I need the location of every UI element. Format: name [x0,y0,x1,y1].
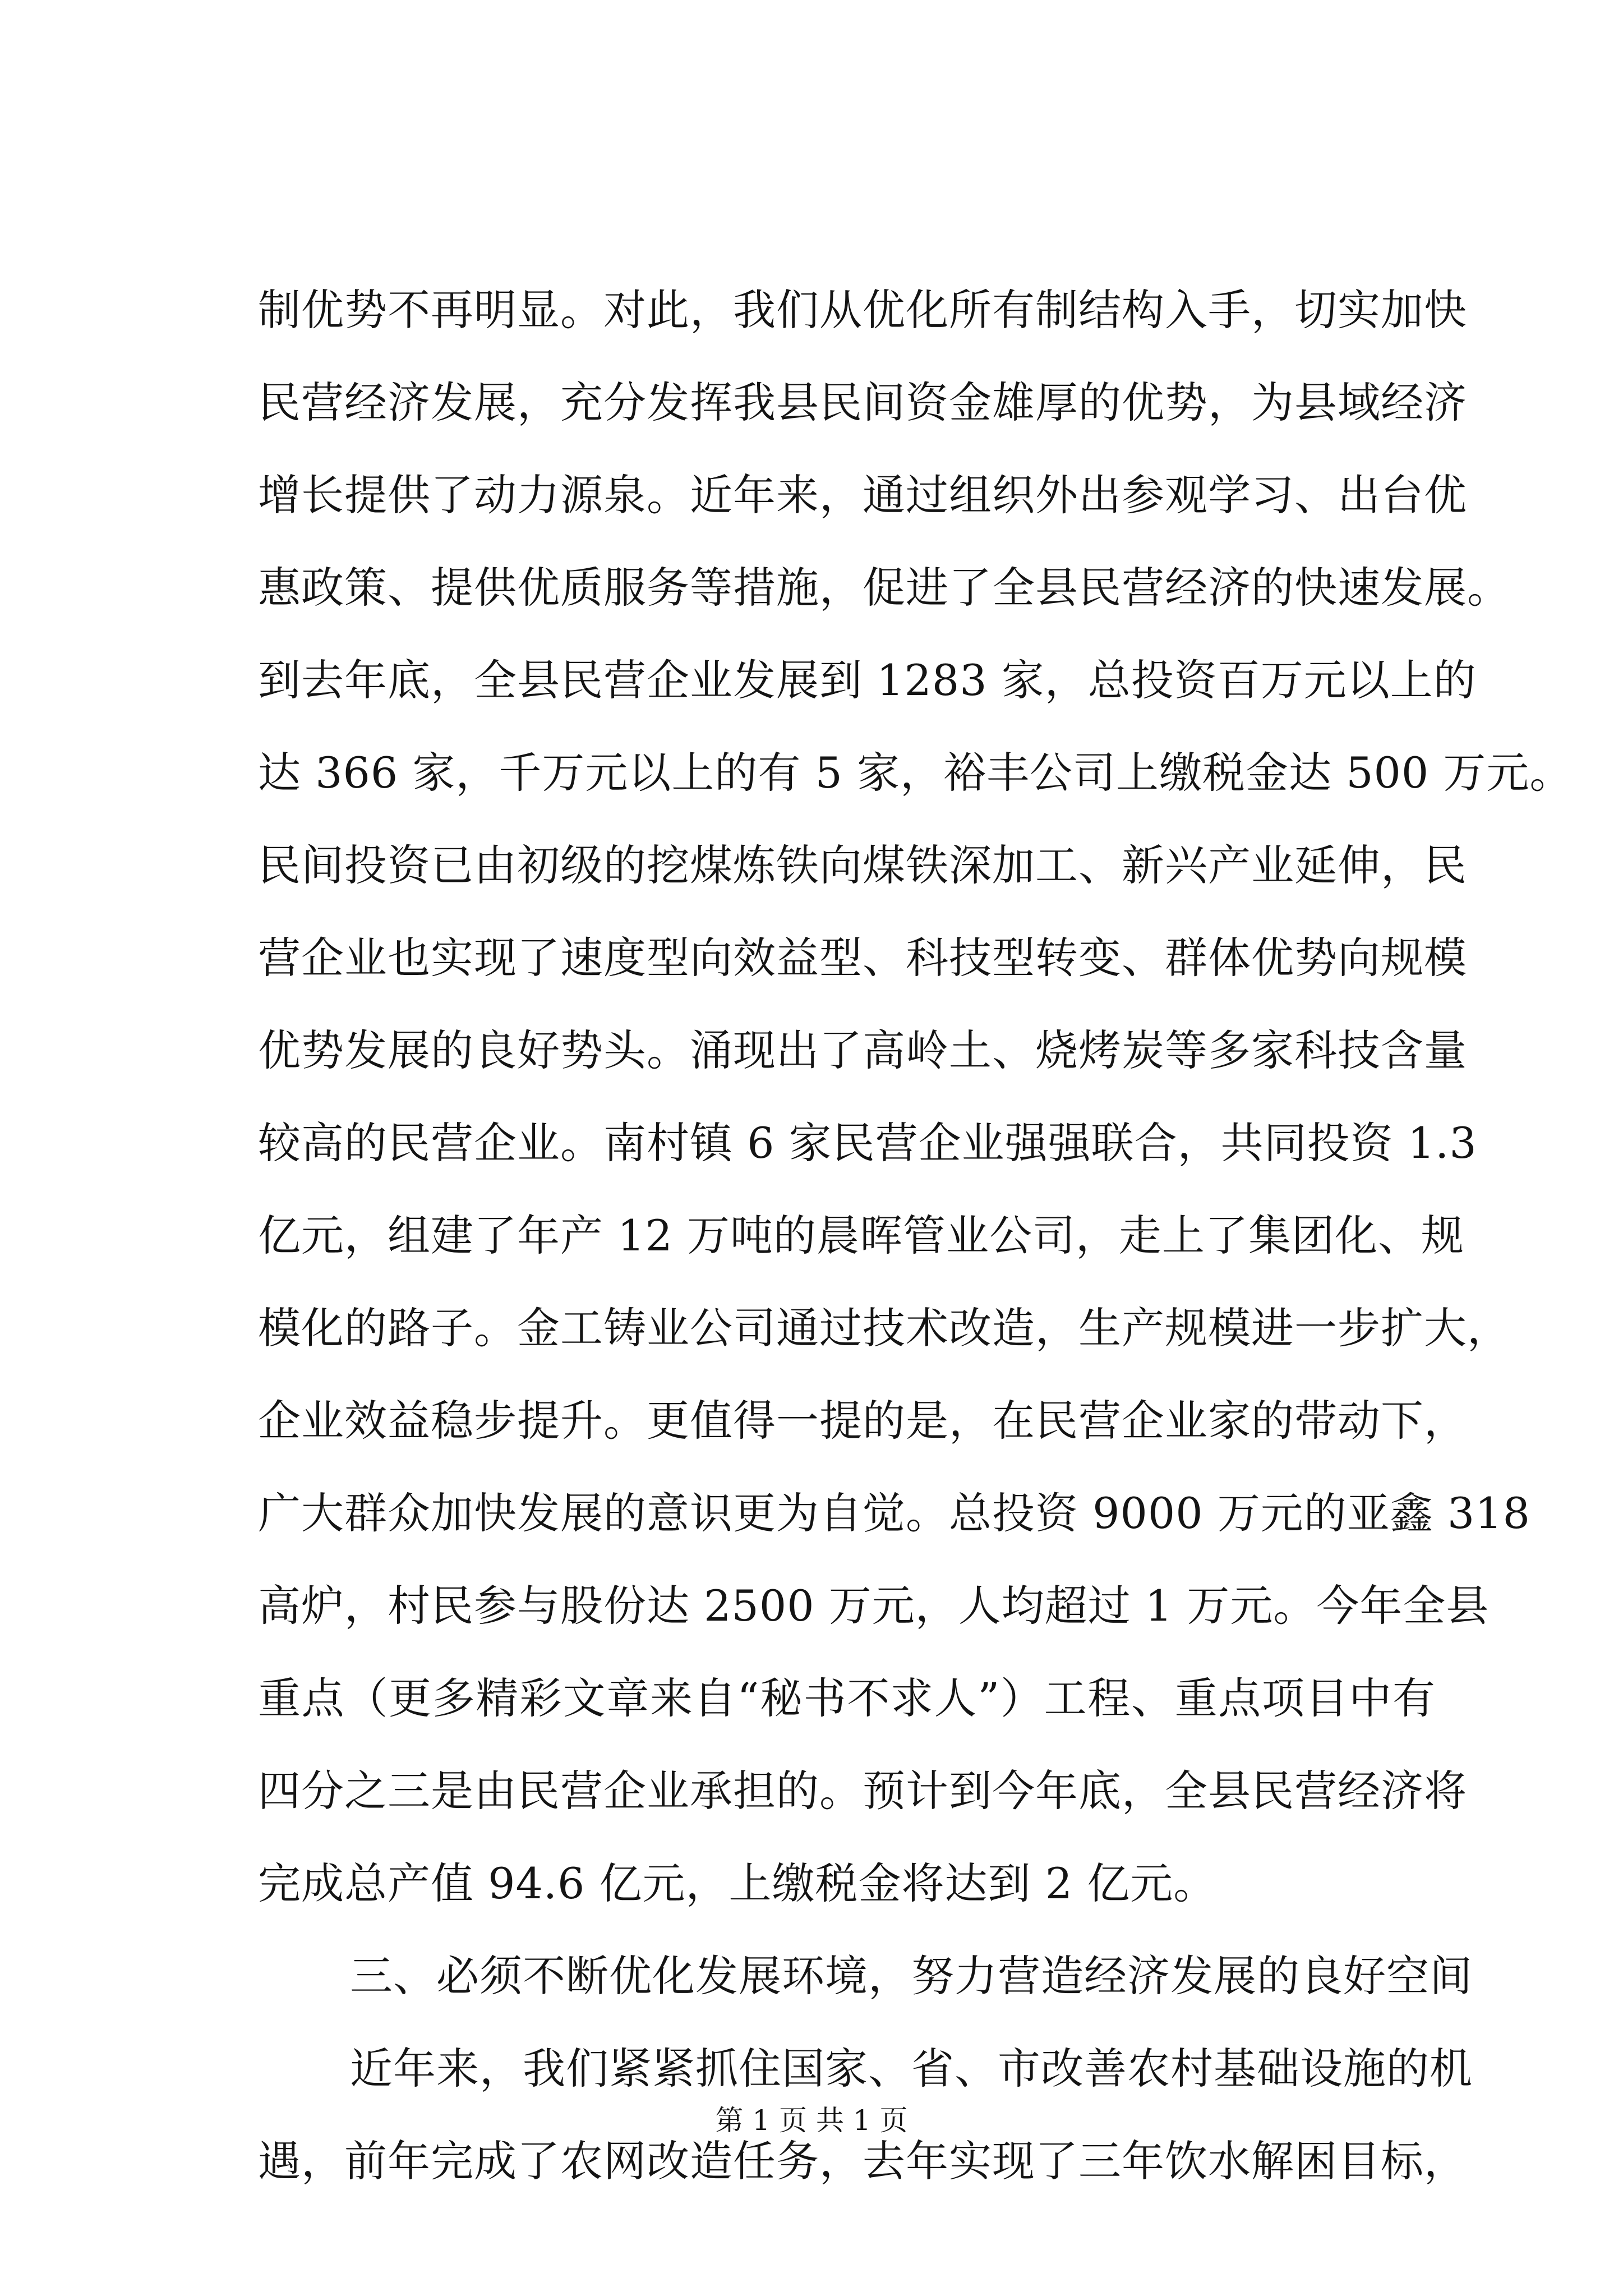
text-line: 达 366 家，千万元以上的有 5 家，裕丰公司上缴税金达 500 万元。 [258,748,1573,798]
text-line: 广大群众加快发展的意识更为自觉。总投资 9000 万元的亚鑫 318 [258,1488,1530,1538]
text-line: 重点（更多精彩文章来自“秘书不求人”）工程、重点项目中有 [258,1673,1436,1723]
text-line: 增长提供了动力源泉。近年来，通过组织外出参观学习、出台优 [258,470,1467,520]
text-line: 制优势不再明显。对此，我们从优化所有制结构入手，切实加快 [258,285,1467,335]
text-line: 民间投资已由初级的挖煤炼铁向煤铁深加工、新兴产业延伸，民 [258,840,1467,890]
text-line: 到去年底，全县民营企业发展到 1283 家，总投资百万元以上的 [258,655,1477,705]
text-line: 高炉，村民参与股份达 2500 万元，人均超过 1 万元。今年全县 [258,1581,1490,1631]
text-line: 遇，前年完成了农网改造任务，去年实现了三年饮水解困目标， [258,2136,1467,2186]
text-line: 四分之三是由民营企业承担的。预计到今年底，全县民营经济将 [258,1766,1467,1816]
page-footer: 第 1 页 共 1 页 [715,2104,908,2137]
text-line: 近年来，我们紧紧抓住国家、省、市改善农村基础设施的机 [350,2044,1473,2093]
text-line: 惠政策、提供优质服务等措施，促进了全县民营经济的快速发展。 [258,563,1510,613]
text-line: 较高的民营企业。南村镇 6 家民营企业强强联合，共同投资 1.3 [258,1118,1477,1168]
text-line: 模化的路子。金工铸业公司通过技术改造，生产规模进一步扩大， [258,1303,1510,1353]
section-heading: 三、必须不断优化发展环境，努力营造经济发展的良好空间 [350,1951,1473,2001]
text-line: 优势发展的良好势头。涌现出了高岭土、烧烤炭等多家科技含量 [258,1025,1467,1075]
text-line: 民营经济发展，充分发挥我县民间资金雄厚的优势，为县域经济 [258,378,1467,427]
document-body [258,264,1573,2207]
text-line: 企业效益稳步提升。更值得一提的是，在民营企业家的带动下， [258,1396,1467,1446]
text-line: 营企业也实现了速度型向效益型、科技型转变、群体优势向规模 [258,933,1467,983]
text-line: 亿元，组建了年产 12 万吨的晨晖管业公司，走上了集团化、规 [258,1211,1465,1260]
text-line: 完成总产值 94.6 亿元，上缴税金将达到 2 亿元。 [258,1858,1217,1908]
